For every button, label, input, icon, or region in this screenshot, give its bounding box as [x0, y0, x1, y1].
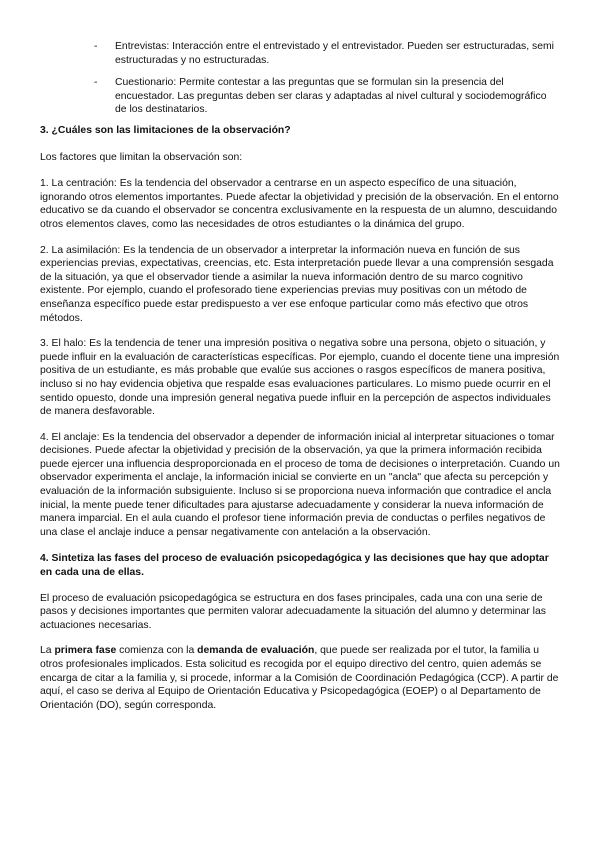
text-segment: , que puede ser realizada por el tutor, la familia u otros profesionales implicados. Esta solicitud es recogida por el equipo directivo del centro, quien además se encarga de citar a la familia y, si procede, informar a la Comisión de Coordinación Pedagógica (CCP). A partir de aquí, el caso se deriva al Equipo de Orientación Educativa y Psicopedagógica (EOEP) o al Departamento de Orientación (DO), según corresponda. — [40, 645, 559, 711]
section-3-intro: Los factores que limitan la observación son: — [40, 151, 243, 163]
bullet-text: Cuestionario: Permite contestar a las preguntas que se formulan sin la presencia del encuestador. Las preguntas deben ser claras y adaptadas al nivel cultural y sociodemográfico de los destinatarios. — [115, 77, 547, 116]
bold-demanda-evaluacion: demanda de evaluación — [197, 645, 315, 657]
text-segment: La — [40, 645, 55, 657]
section-4-heading: 4. Sintetiza las fases del proceso de evaluación psicopedagógica y las decisiones que hay que adoptar en cada una de ellas. — [40, 553, 549, 579]
paragraph-proceso: El proceso de evaluación psicopedagógica se estructura en dos fases principales, cada una con una serie de pasos y decisiones importantes que permiten valorar adecuadamente la situación del alumno y determinar las actuaciones necesarias. — [40, 592, 546, 631]
bullet-list — [0, 40, 600, 128]
paragraph-centracion: 1. La centración: Es la tendencia del observador a centrarse en un aspecto específico de una situación, ignorando otros elementos importantes. Puede afectar la objetividad y precisión de la observación. En el entorno educativo se da cuando el observador se concentra exclusivamente en la respuesta de un alumno, descuidando otros elementos claves, como las necesidades de otros estudiantes o la dinámica del grupo. — [40, 178, 559, 230]
bullet-dash: - — [94, 77, 98, 88]
text-segment: comienza con la — [116, 645, 198, 657]
main-content — [40, 124, 560, 712]
paragraph-primera-fase — [40, 644, 560, 712]
bullet-dash: - — [94, 41, 98, 52]
bullet-item-entrevistas — [0, 40, 600, 70]
paragraph-asimilacion: 2. La asimilación: Es la tendencia de un observador a interpretar la información nueva en función de sus experiencias previas, expectativas, creencias, etc. Esta interpretación puede llevar a una comprensión sesgada de la situación, ya que el observador tiende a asimilar la nueva información dentro de su marco cognitivo existente. Por ejemplo, cuando el profesorado tiene experiencias previas muy positivas con un método de enseñanza específico puede estar predispuesto a ver ese enfoque particular como más efectivo que otros métodos. — [40, 244, 554, 324]
paragraph-anclaje: 4. El anclaje: Es la tendencia del observador a depender de información inicial al interpretar situaciones o tomar decisiones. Puede afectar la objetividad y precisión de la observación, ya que la primera información recibida puede ejercer una influencia desproporcionada en el proceso de toma de decisiones o interpretación. Cuando un observador experimenta el anclaje, la información inicial se convierte en un "ancla" que afecta su percepción y evaluación de la información subsiguiente. Incluso si se proporciona nueva información que contradice el ancla inicial, la mente puede tener dificultades para ajustarse adecuadamente y considerar la nueva información de manera imparcial. En el aula cuando el profesor tiene información previa de conductas o perfiles negativos de una clase el anclaje induce a pensar negativamente con antelación a la observación. — [40, 431, 560, 538]
bullet-item-cuestionario — [0, 76, 600, 122]
bold-primera-fase: primera fase — [54, 645, 117, 657]
bullet-text: Entrevistas: Interacción entre el entrevistado y el entrevistador. Pueden ser estructuradas, semi estructuradas y no estructuradas. — [115, 41, 554, 66]
paragraph-halo: 3. El halo: Es la tendencia de tener una impresión positiva o negativa sobre una persona, objeto o situación, y puede influir en la evaluación de características específicas. Por ejemplo, cuando el docente tiene una impresión positiva de un estudiante, es más probable que evalúe sus acciones o rasgos específicos de manera positiva, incluso si no hay evidencia objetiva que respalde esas evaluaciones particulares. Lo mismo puede ocurrir en el sentido opuesto, donde una impresión general negativa puede influir en la percepción de aspectos individuales de manera desfavorable. — [40, 338, 560, 418]
section-3-heading: 3. ¿Cuáles son las limitaciones de la observación? — [40, 125, 291, 136]
